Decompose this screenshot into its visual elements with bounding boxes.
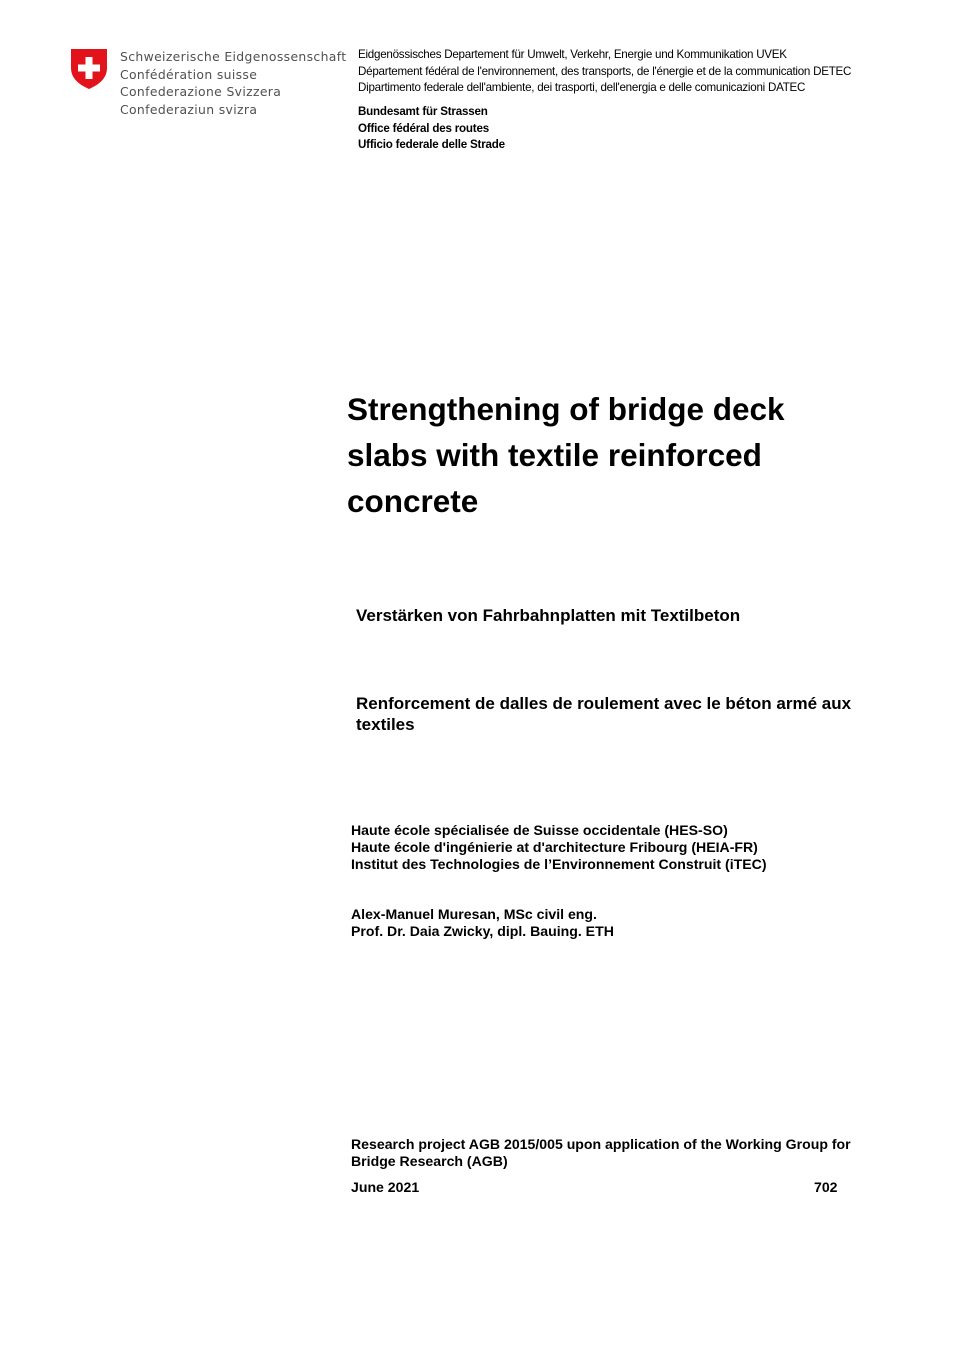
french-subtitle: Renforcement de dalles de roulement avec le béton armé aux textiles: [356, 694, 852, 734]
authors-block: [351, 906, 614, 940]
author-line: Alex-Manuel Muresan, MSc civil eng.: [351, 906, 597, 922]
confederation-name-de: Schweizerische Eidgenossenschaft: [120, 49, 347, 64]
institution-block: [351, 822, 767, 872]
confederation-names: [120, 48, 346, 118]
german-subtitle: Verstärken von Fahrbahnplatten mit Textilbeton: [356, 606, 741, 625]
institution-line: Institut des Technologies de l’Environnement Construit (iTEC): [351, 855, 767, 872]
report-title-line: Strengthening of bridge deck: [347, 391, 785, 427]
office-line-de: Bundesamt für Strassen: [358, 105, 488, 118]
author-line: Prof. Dr. Daia Zwicky, dipl. Bauing. ETH: [351, 922, 614, 939]
department-line-de: Eidgenössisches Departement für Umwelt, Verkehr, Energie und Kommunikation UVEK: [358, 48, 787, 61]
project-description: Research project AGB 2015/005 upon application of the Working Group for Bridge Research (AGB): [351, 1136, 851, 1169]
department-line-fr: Département fédéral de l'environnement, des transports, de l'énergie et de la communication DETEC: [358, 64, 852, 78]
report-number: 702: [814, 1179, 838, 1195]
swiss-shield-icon: [70, 48, 108, 90]
confederation-name-it: Confederazione Svizzera: [120, 84, 282, 100]
confederation-name-rm: Confederaziun svizra: [120, 101, 258, 117]
department-line-it: Dipartimento federale dell'ambiente, dei trasporti, dell'energia e delle comunicazioni DATEC: [358, 81, 806, 94]
office-line-it: Ufficio federale delle Strade: [358, 138, 505, 151]
office-header: [358, 104, 505, 154]
report-title: [347, 386, 867, 524]
report-title-line: slabs with textile reinforced: [347, 437, 762, 473]
office-line-fr: Office fédéral des routes: [358, 121, 489, 135]
confederation-name-fr: Confédération suisse: [120, 66, 258, 82]
department-header: [358, 47, 851, 97]
report-title-line: concrete: [347, 483, 479, 519]
institution-line: Haute école d'ingénierie at d'architecture Fribourg (HEIA-FR): [351, 838, 758, 855]
publication-date: June 2021: [351, 1179, 420, 1195]
institution-line: Haute école spécialisée de Suisse occidentale (HES-SO): [351, 822, 728, 838]
